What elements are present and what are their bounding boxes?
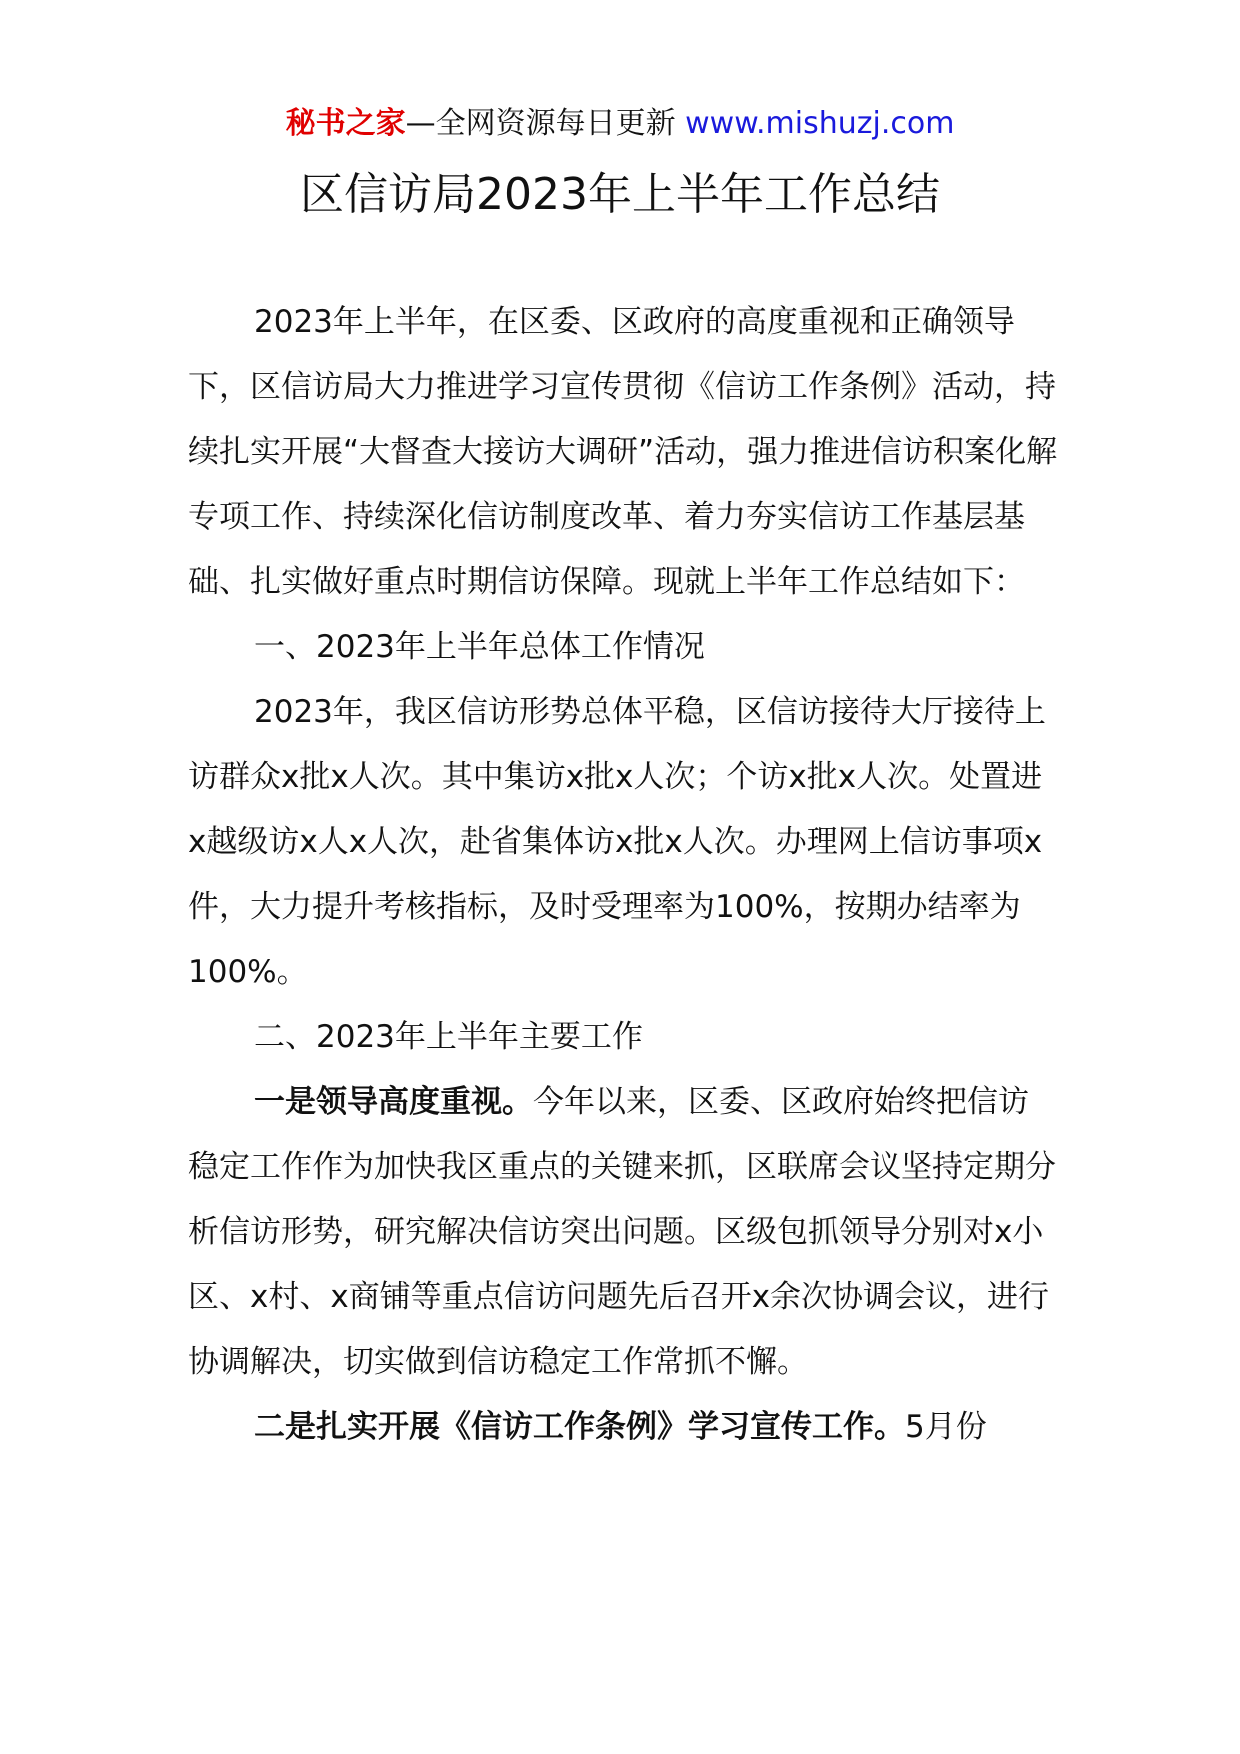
section1-paragraph: 2023年，我区信访形势总体平稳，区信访接待大厅接待上访群众x批x人次。其中集访x批x人次；个访x批x人次。处置进x越级访x人x人次，赴省集体访x批x人次。办理网上信访事项x件，大力提升考核指标，及时受理率为100%，按期办结率为100%。: [188, 694, 1046, 990]
source-banner: [0, 100, 1240, 148]
item1-text: 今年以来，区委、区政府始终把信访稳定工作作为加快我区重点的关键来抓，区联席会议坚持定期分析信访形势，研究解决信访突出问题。区级包抓领导分别对x小区、x村、x商铺等重点信访问题先后召开x余次协调会议，进行协调解决，切实做到信访稳定工作常抓不懈。: [188, 1084, 1056, 1380]
item2-paragraph: [188, 1395, 1058, 1460]
document-body: [188, 290, 1058, 1460]
section2-heading: 二、2023年上半年主要工作: [254, 1019, 643, 1055]
item2-text: 5月份: [905, 1409, 987, 1445]
brand-name: 秘书之家: [285, 106, 406, 141]
item1-paragraph: [188, 1070, 1058, 1395]
section1-heading: 一、2023年上半年总体工作情况: [254, 629, 705, 665]
intro-paragraph: 2023年上半年，在区委、区政府的高度重视和正确领导下，区信访局大力推进学习宣传贯彻《信访工作条例》活动，持续扎实开展“大督查大接访大调研”活动，强力推进信访积案化解专项工作、持续深化信访制度改革、着力夯实信访工作基层基础、扎实做好重点时期信访保障。现就上半年工作总结如下：: [188, 304, 1058, 600]
site-url[interactable]: www.mishuzj.com: [685, 106, 955, 141]
item1-lead: 一是领导高度重视。: [254, 1084, 533, 1120]
document-title: 区信访局2023年上半年工作总结: [300, 169, 940, 220]
banner-tagline: —全网资源每日更新: [405, 106, 676, 141]
item2-lead: 二是扎实开展《信访工作条例》学习宣传工作。: [254, 1409, 905, 1445]
